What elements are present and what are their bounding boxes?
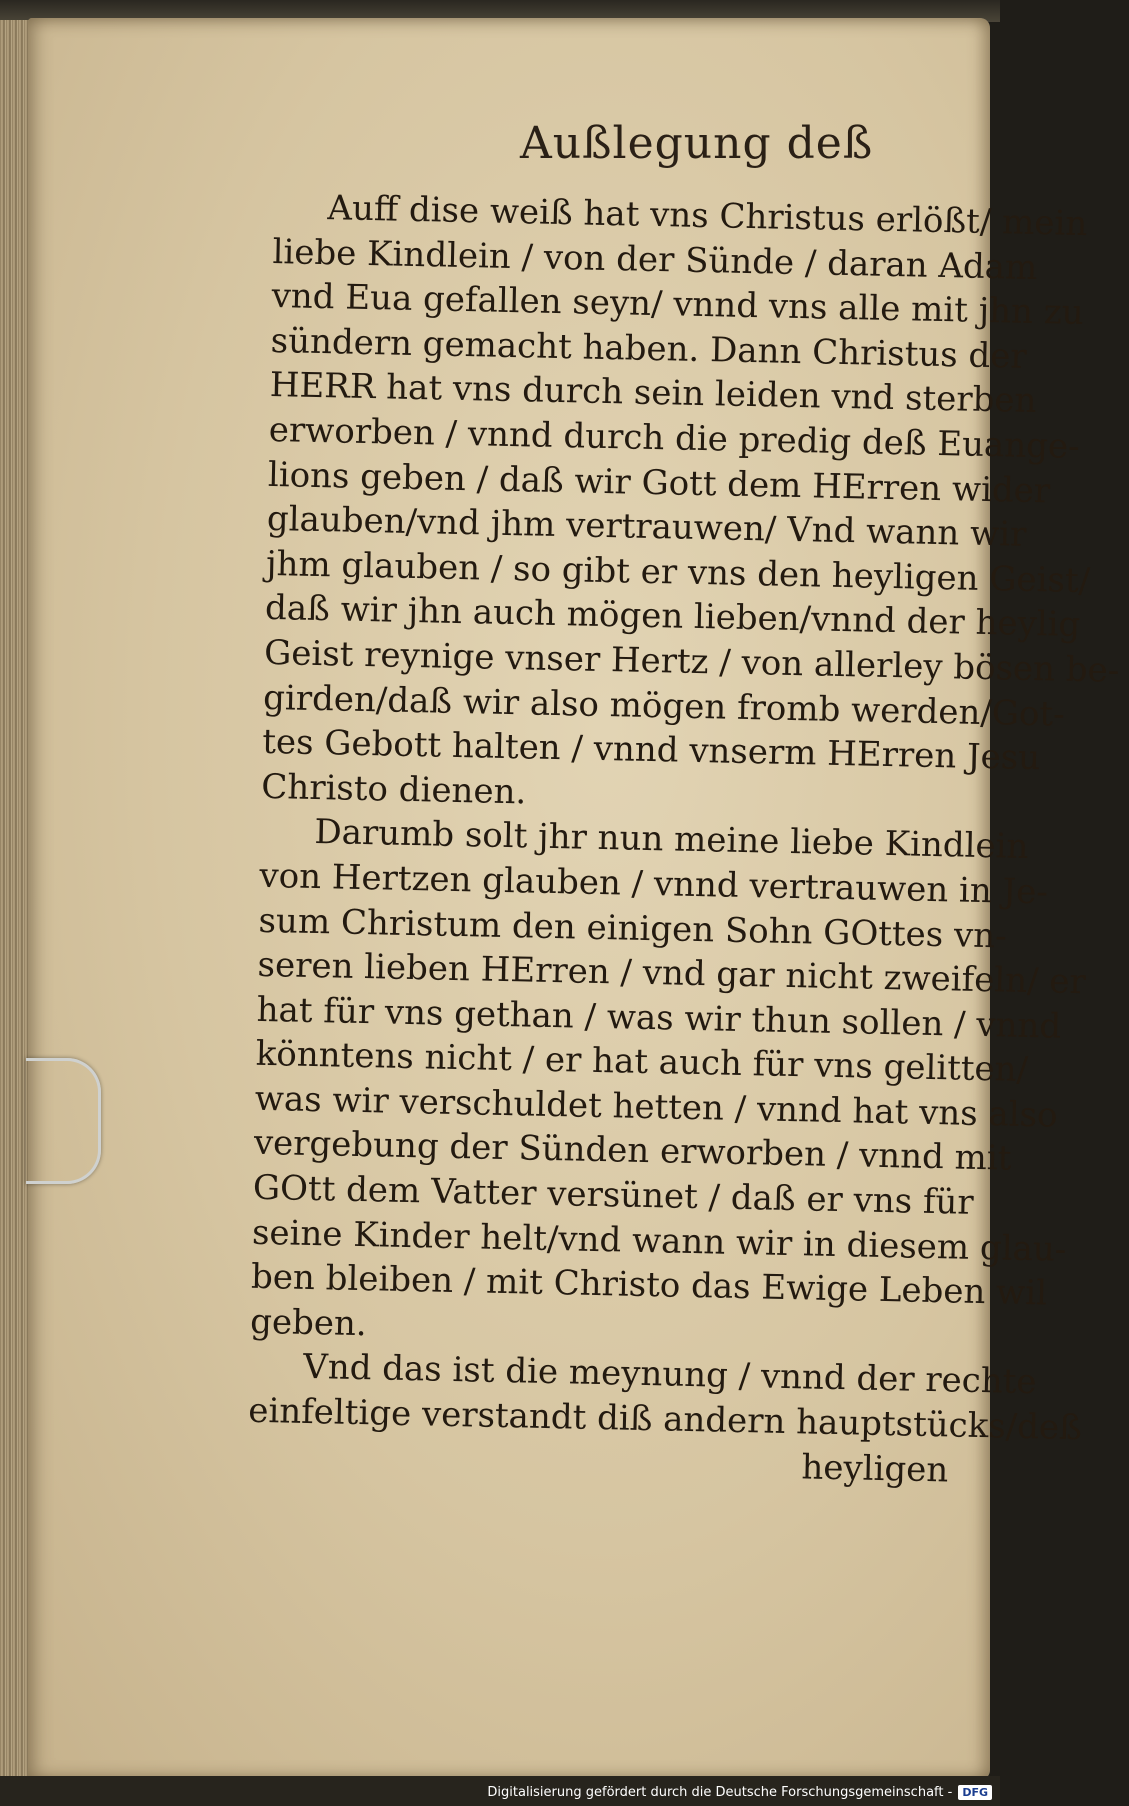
dfg-logo-icon: DFG [958,1785,992,1800]
page-body [247,185,1120,1493]
text-line: Auff dise weiß hat vns Christus erlößt/ mein [327,188,1088,245]
text-line: vergebung der Sünden erworben / vnnd mit [253,1123,1012,1180]
text-line: sum Christum den einigen Sohn GOttes vn- [258,900,1007,957]
text-line: von Hertzen glauben / vnnd vertrauwen in Je- [259,855,1049,913]
text-line: seine Kinder helt/vnd wann wir in diesem glau- [251,1212,1067,1270]
text-line: Christo dienen. [260,766,527,813]
text-line: hat für vns gethan / was wir thun sollen / vnnd [256,989,1062,1047]
text-line: GOtt dem Vatter versünet / daß er vns für [252,1167,975,1223]
text-line: glauben/vnd jhm vertrauwen/ Vnd wann wir [266,499,1027,555]
footer-credit-text: Digitalisierung gefördert durch die Deutsche Forschungsgemeinschaft - [487,1785,953,1800]
text-line: girden/daß wir also mögen fromb werden/Got- [262,677,1066,735]
text-line: erworben / vnnd durch die predig deß Euange- [268,409,1080,467]
text-line: geben. [249,1301,368,1345]
text-line: Darumb solt jhr nun meine liebe Kindlein [314,812,1029,868]
text-line: was wir verschuldet hetten / vnnd hat vns also [254,1078,1058,1136]
running-header: Außlegung deß [520,118,874,169]
text-line: könntens nicht / er hat auch für vns gelitten/ [255,1034,1029,1091]
page-clip [26,1058,101,1184]
text-line: daß wir jhn auch mögen lieben/vnnd der heylig [264,588,1081,646]
text-line: liebe Kindlein / von der Sünde / daran Adam [272,231,1038,288]
text-line: jhm glauben / so gibt er vns den heyligen Geist/ [265,543,1091,601]
text-line: sündern gemacht haben. Dann Christus der [270,320,1028,377]
text-line: einfeltige verstandt diß andern hauptstücks/deß [247,1390,1083,1449]
text-line: tes Gebott halten / vnnd vnserm HErren Jesu [261,722,1041,779]
catchword: heyligen [801,1446,949,1491]
text-line: seren lieben HErren / vnd gar nicht zweifeln/ er [257,944,1087,1003]
text-line: Vnd das ist die meynung / vnnd der rechte [302,1347,1037,1403]
text-line: Geist reynige vnser Hertz / von allerley bösen be- [263,632,1120,691]
footer-credit [487,1785,992,1800]
text-line: lions geben / daß wir Gott dem HErren wider [267,454,1051,511]
text-line: ben bleiben / mit Christo das Ewige Leben wil [250,1257,1048,1314]
text-line: HERR hat vns durch sein leiden vnd sterben [269,365,1037,422]
text-line: vnd Eua gefallen seyn/ vnnd vns alle mit jhn zu [271,276,1085,334]
